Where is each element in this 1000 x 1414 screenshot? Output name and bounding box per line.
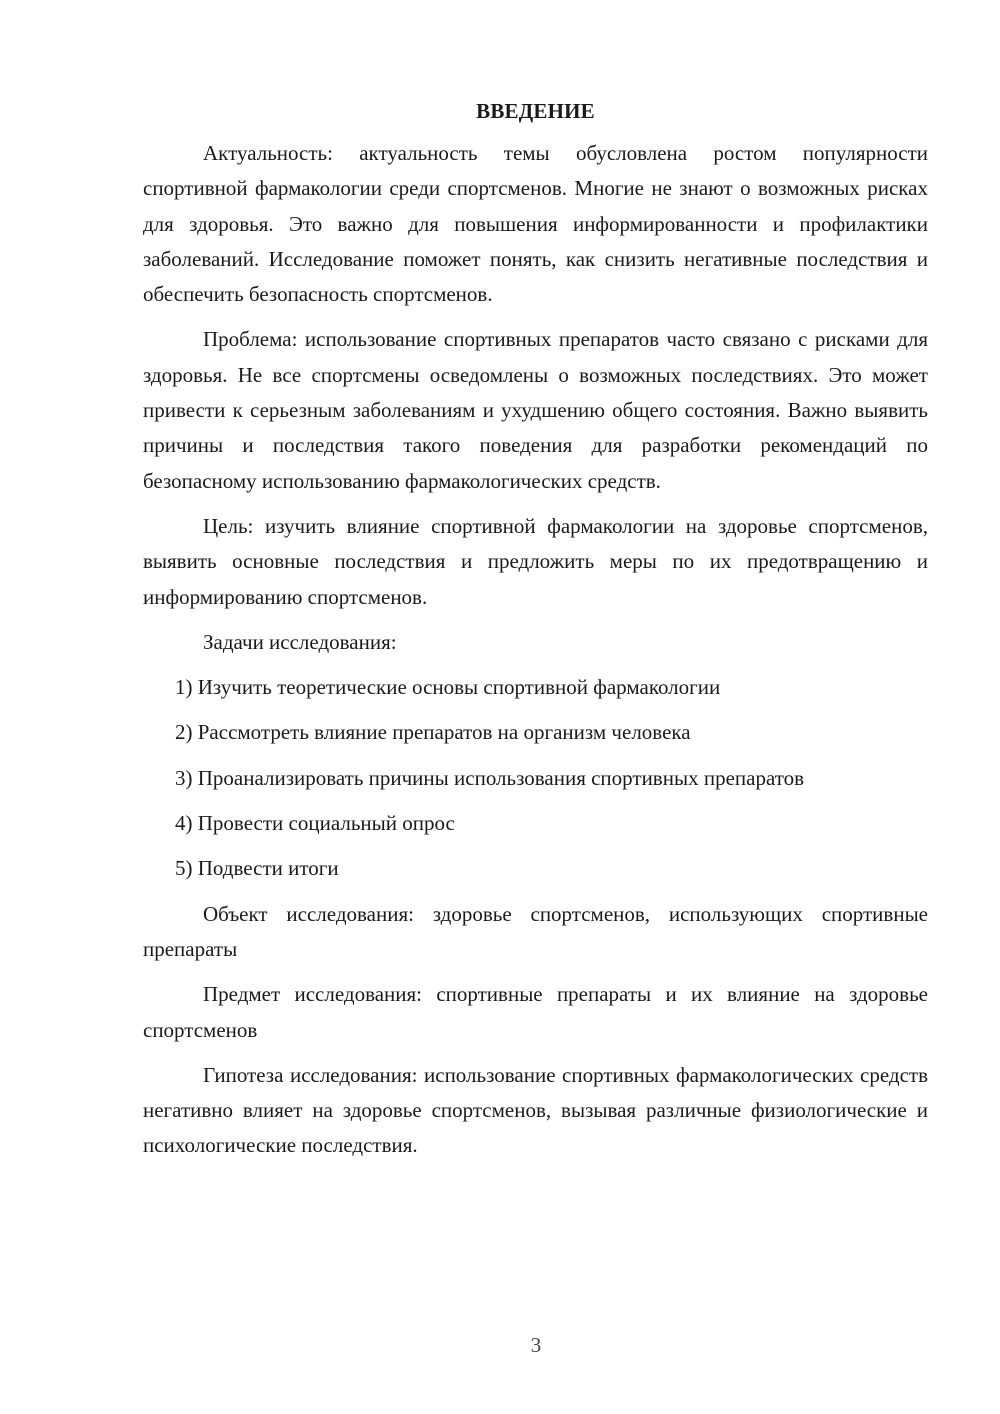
task-item: 2) Рассмотреть влияние препаратов на организм человека (175, 720, 691, 745)
page-number: 3 (530, 1333, 542, 1357)
page-title: ВВЕДЕНИЕ (476, 99, 595, 123)
paragraph-relevance: Актуальность: актуальность темы обусловлена ростом популярности спортивной фармакологии среди спортсменов. Многие не знают о возможных рисках для здоровья. Это важно для повышения информированности и профилактики заболеваний. Исследование поможет понять, как снизить негативные последствия и обеспечить безопасность спортсменов. (143, 141, 928, 307)
paragraph-subject: Предмет исследования: спортивные препараты и их влияние на здоровье спортсменов (143, 982, 928, 1042)
paragraph-problem: Проблема: использование спортивных препаратов часто связано с рисками для здоровья. Не все спортсмены осведомлены о возможных последствиях. Это может привести к серьезным заболеваниям и ухудшению общего состояния. Важно выявить причины и последствия такого поведения для разработки рекомендаций по безопасному использованию фармакологических средств. (143, 327, 928, 493)
task-item: 5) Подвести итоги (175, 856, 339, 881)
document-page (143, 96, 928, 1174)
paragraph-hypothesis: Гипотеза исследования: использование спортивных фармакологических средств негативно влияет на здоровье спортсменов, вызывая различные физиологические и психологические последствия. (143, 1062, 928, 1158)
tasks-heading: Задачи исследования: (203, 629, 397, 654)
paragraph-object: Объект исследования: здоровье спортсменов, использующих спортивные препараты (143, 901, 928, 961)
task-item: 1) Изучить теоретические основы спортивной фармакологии (175, 675, 721, 700)
paragraph-goal: Цель: изучить влияние спортивной фармакологии на здоровье спортсменов, выявить основные последствия и предложить меры по их предотвращению и информированию спортсменов. (143, 513, 928, 609)
task-item: 3) Проанализировать причины использования спортивных препаратов (175, 765, 805, 790)
task-item: 4) Провести социальный опрос (175, 811, 455, 836)
